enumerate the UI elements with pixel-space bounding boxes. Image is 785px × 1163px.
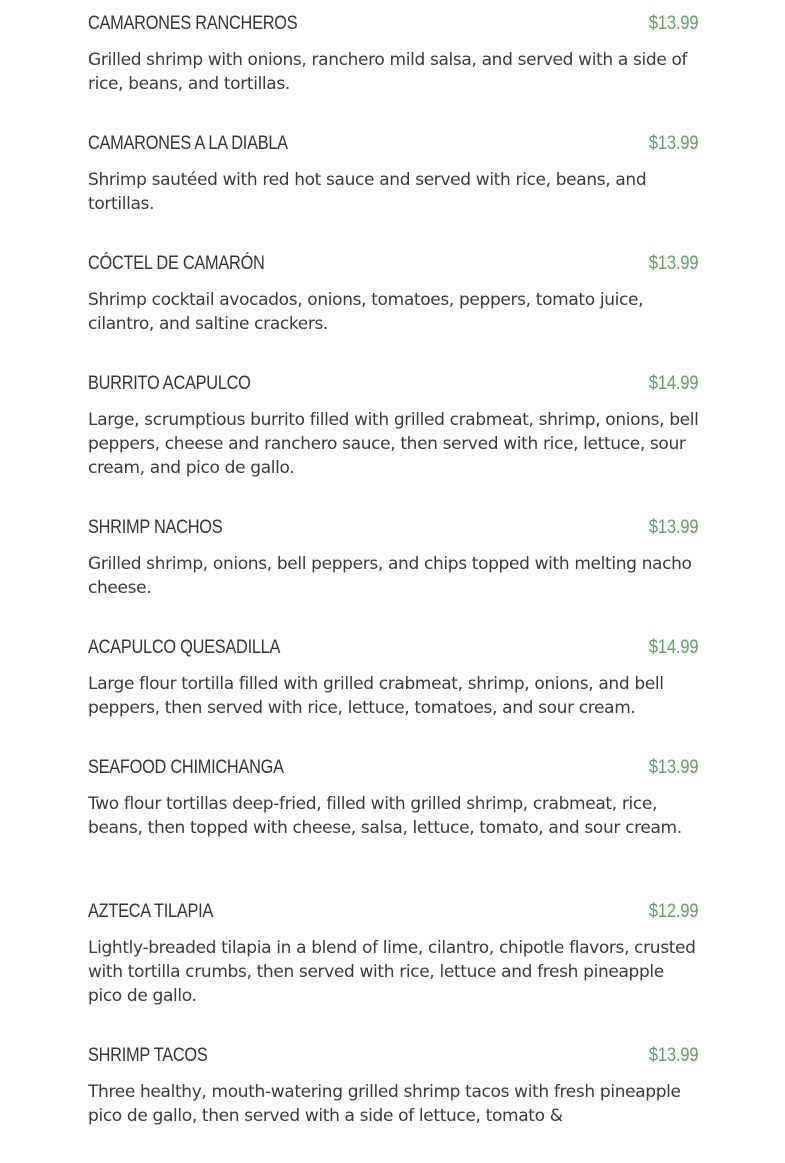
- menu-item-azteca-tilapia[interactable]: [88, 899, 698, 1043]
- menu-item-header: [88, 899, 698, 925]
- menu-item-price: $13.99: [648, 1045, 698, 1066]
- menu-item-header: [88, 371, 698, 397]
- menu-item-camarones-rancheros[interactable]: [88, 11, 698, 131]
- menu-item-shrimp-tacos[interactable]: [88, 1043, 698, 1163]
- menu-item-name: SEAFOOD CHIMICHANGA: [88, 757, 284, 778]
- menu-item-price: $12.99: [648, 901, 698, 922]
- menu-item-header: [88, 251, 698, 277]
- menu-item-price: $13.99: [648, 13, 698, 34]
- menu-item-description: Lightly-breaded tilapia in a blend of lime, cilantro, chipotle flavors, crusted with tortilla crumbs, then served with rice, lettuce and fresh pineapple pico de gallo.: [88, 938, 696, 1006]
- menu-item-camarones-a-la-diabla[interactable]: [88, 131, 698, 251]
- menu-item-header: [88, 131, 698, 157]
- menu-item-description: Shrimp cocktail avocados, onions, tomatoes, peppers, tomato juice, cilantro, and saltine crackers.: [88, 290, 644, 334]
- menu-item-description: Large, scrumptious burrito filled with grilled crabmeat, shrimp, onions, bell peppers, cheese and ranchero sauce, then served with rice, lettuce, sour cream, and pico de gallo.: [88, 410, 699, 478]
- menu-item-description: Large flour tortilla filled with grilled crabmeat, shrimp, onions, and bell peppers, then served with rice, lettuce, tomatoes, and sour cream.: [88, 674, 664, 718]
- menu-item-name: ACAPULCO QUESADILLA: [88, 637, 281, 658]
- menu-item-description: Shrimp sautéed with red hot sauce and served with rice, beans, and tortillas.: [88, 170, 647, 214]
- menu-item-price: $13.99: [648, 133, 698, 154]
- menu-item-name: SHRIMP TACOS: [88, 1045, 208, 1066]
- menu-item-coctel-de-camaron[interactable]: [88, 251, 698, 371]
- menu-item-header: [88, 1043, 698, 1069]
- menu-item-name: CAMARONES A LA DIABLA: [88, 133, 288, 154]
- menu-item-name: SHRIMP NACHOS: [88, 517, 223, 538]
- menu-item-header: [88, 515, 698, 541]
- menu-item-name: CAMARONES RANCHEROS: [88, 13, 298, 34]
- menu-list: [88, 11, 698, 1163]
- menu-item-header: [88, 11, 698, 37]
- menu-item-shrimp-nachos[interactable]: [88, 515, 698, 635]
- menu-item-description: Grilled shrimp with onions, ranchero mild salsa, and served with a side of rice, beans, and tortillas.: [88, 50, 688, 94]
- menu-item-name: AZTECA TILAPIA: [88, 901, 214, 922]
- menu-item-header: [88, 635, 698, 661]
- menu-item-burrito-acapulco[interactable]: [88, 371, 698, 515]
- menu-item-price: $13.99: [648, 757, 698, 778]
- menu-item-acapulco-quesadilla[interactable]: [88, 635, 698, 755]
- menu-item-price: $14.99: [648, 373, 698, 394]
- menu-item-price: $13.99: [648, 517, 698, 538]
- menu-item-seafood-chimichanga[interactable]: [88, 755, 698, 899]
- menu-item-price: $13.99: [648, 253, 698, 274]
- menu-item-description: Three healthy, mouth-watering grilled shrimp tacos with fresh pineapple pico de gallo, then served with a side of lettuce, tomato &: [88, 1082, 681, 1126]
- menu-item-name: BURRITO ACAPULCO: [88, 373, 251, 394]
- menu-item-description: Two flour tortillas deep-fried, filled with grilled shrimp, crabmeat, rice, beans, then topped with cheese, salsa, lettuce, tomato, and sour cream.: [88, 794, 682, 838]
- menu-item-name: CÓCTEL DE CAMARÓN: [88, 253, 265, 274]
- menu-item-price: $14.99: [648, 637, 698, 658]
- menu-item-header: [88, 755, 698, 781]
- menu-item-description: Grilled shrimp, onions, bell peppers, and chips topped with melting nacho cheese.: [88, 554, 692, 598]
